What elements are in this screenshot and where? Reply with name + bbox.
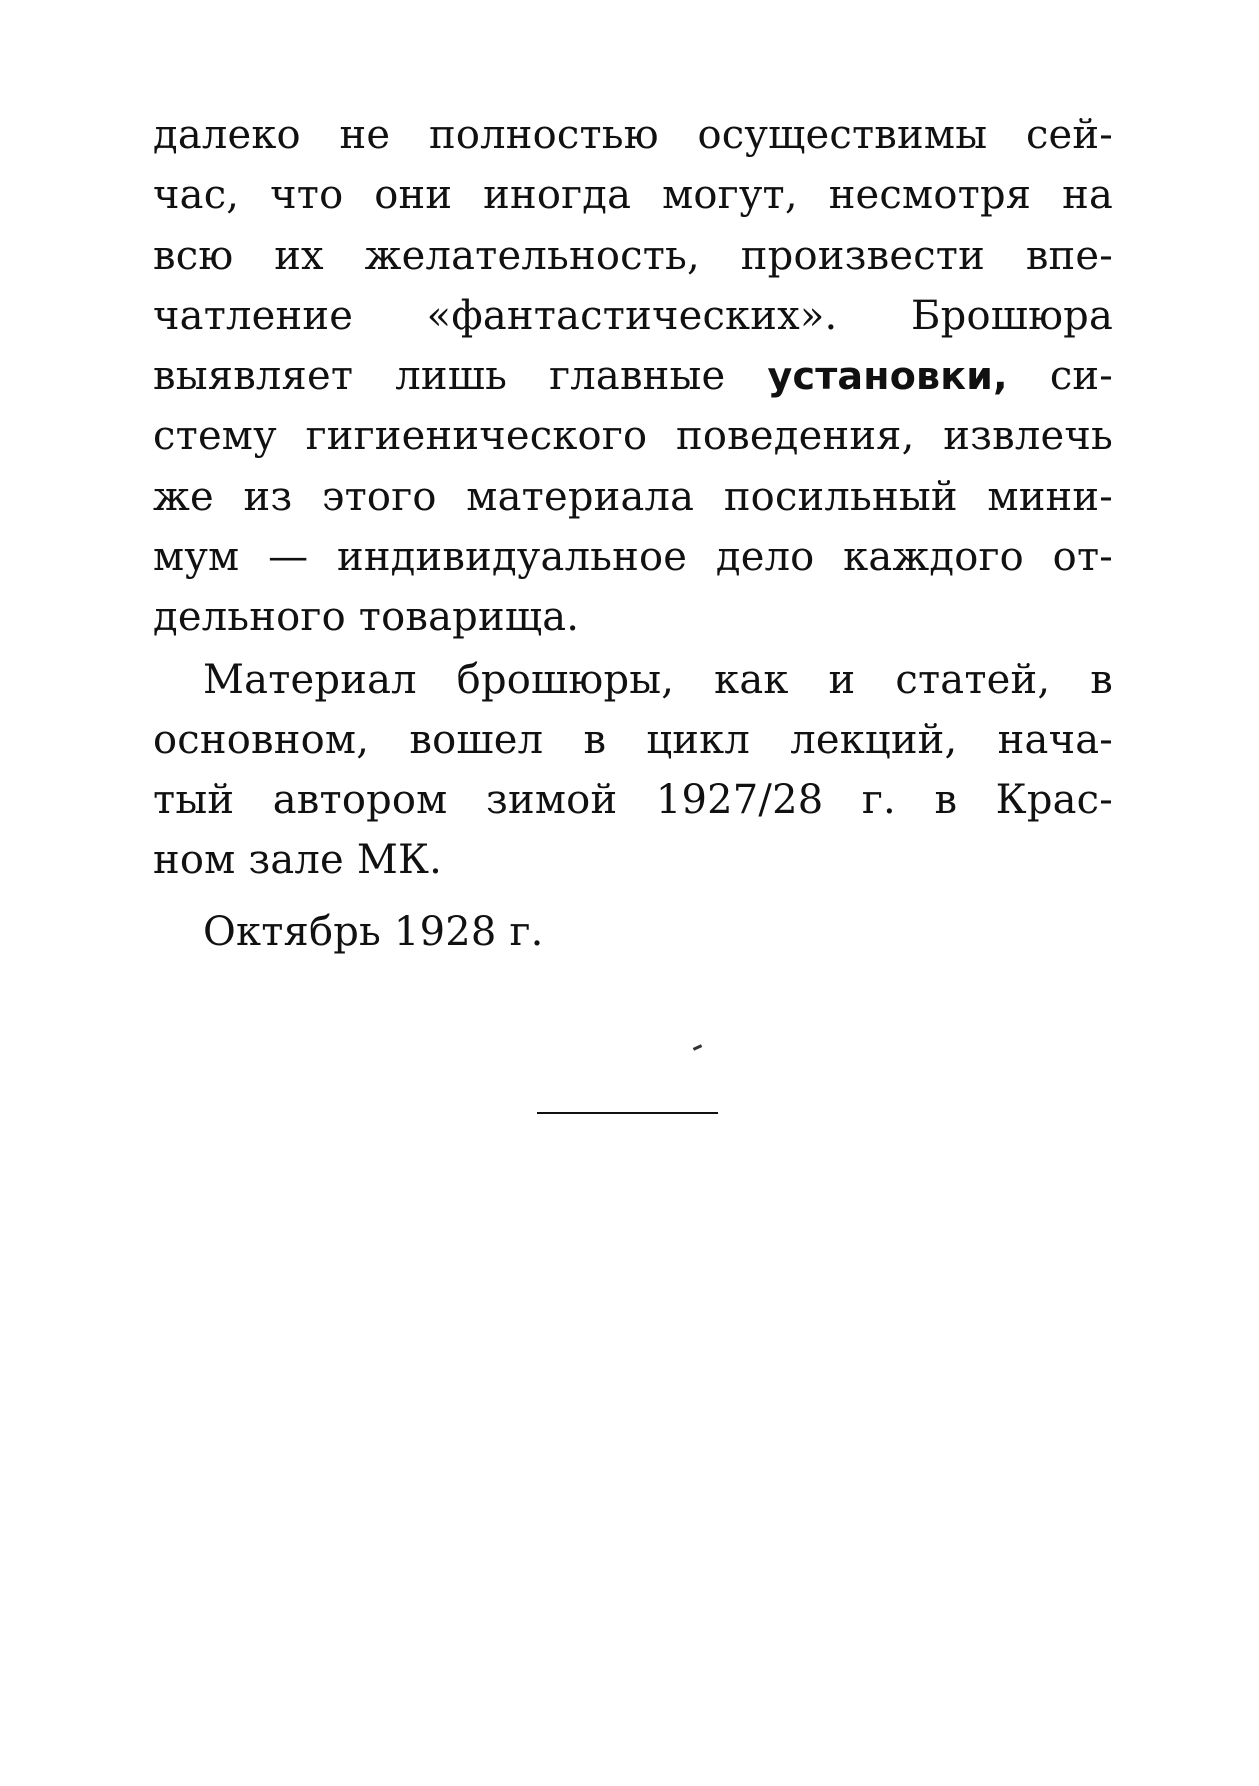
text-line: мум — индивидуальное дело каждого от-	[153, 534, 1113, 580]
text-fragment: си-	[1049, 353, 1114, 399]
text-fragment: ему гигиенического поведения, извлечь	[197, 413, 1113, 459]
text-fragment: ст	[153, 413, 198, 459]
date-line: Октябрь 1928 г.	[203, 909, 544, 955]
text-line: всю их желательность, произвести впе-	[153, 233, 1113, 279]
text-line: основном, вошел в цикл лекций, нача-	[153, 717, 1113, 763]
text-line-with-emphasis	[153, 353, 1114, 399]
text-line	[153, 413, 1113, 459]
closing-rule	[537, 1112, 718, 1114]
text-line: дельного товарища.	[153, 594, 580, 640]
text-line: далеко не полностью осуществимы сей-	[153, 112, 1113, 158]
print-speck	[693, 1044, 702, 1051]
text-line: ном зале МК.	[153, 837, 443, 883]
text-line: тый автором зимой 1927/28 г. в Крас-	[153, 777, 1113, 823]
text-fragment: выявляет лишь главные	[153, 353, 726, 399]
text-line: Материал брошюры, как и статей, в	[203, 657, 1113, 703]
text-line: час, что они иногда могут, несмотря на	[153, 172, 1113, 218]
emphasized-word: установки,	[767, 354, 1008, 398]
text-line: чатление «фантастических». Брошюра	[153, 293, 1113, 339]
text-line: же из этого материала посильный мини-	[153, 474, 1113, 520]
